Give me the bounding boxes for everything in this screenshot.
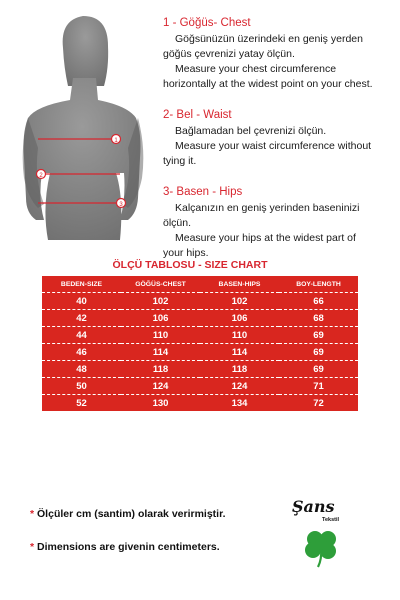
- step-text: your hips.: [163, 247, 209, 259]
- svg-text:2: 2: [39, 173, 43, 179]
- note-english: [30, 541, 220, 553]
- header-length: BOY-LENGTH: [279, 276, 358, 293]
- size-chart-title: ÖLÇÜ TABLOSU - SIZE CHART: [112, 259, 268, 271]
- cell-hips: 114: [200, 344, 279, 361]
- cell-chest: 118: [121, 361, 200, 378]
- table-row: [42, 344, 358, 361]
- cell-hips: 134: [231, 397, 248, 409]
- hips-marker: [117, 199, 126, 209]
- cell-hips: 124: [200, 378, 279, 395]
- header-hips: BASEN-HIPS: [200, 276, 279, 293]
- cell-size: 40: [42, 293, 121, 310]
- cell-length: 72: [313, 397, 324, 409]
- cell-size: 48: [42, 361, 121, 378]
- cell-length: 66: [279, 293, 358, 310]
- step-text: göğüs çevrenizi yatay ölçün.: [163, 48, 295, 60]
- table-row: [42, 395, 358, 411]
- asterisk: *: [30, 508, 35, 520]
- step-text: ölçün.: [163, 217, 192, 229]
- step-text: Measure your hips at the widest part of: [175, 232, 356, 244]
- cell-chest: 106: [121, 310, 200, 327]
- step-waist: [163, 108, 395, 169]
- table-body: [42, 293, 358, 411]
- svg-text:1: 1: [114, 138, 118, 144]
- cell-chest: 114: [121, 344, 200, 361]
- cell-length: 68: [279, 310, 358, 327]
- brand-logo: [288, 497, 358, 577]
- cell-size: 44: [42, 327, 121, 344]
- header-size: BEDEN-SIZE: [42, 276, 121, 293]
- cell-chest: 102: [121, 293, 200, 310]
- cell-hips: 102: [200, 293, 279, 310]
- table-row: [42, 378, 358, 395]
- table-row: [42, 310, 358, 327]
- measurement-instructions: [163, 16, 395, 277]
- cell-hips: 106: [200, 310, 279, 327]
- step-chest: [163, 16, 395, 92]
- table-row: [42, 293, 358, 310]
- step-text: Kalçanızın en geniş yerinden baseninizi: [175, 202, 360, 214]
- body-silhouette-icon: [8, 8, 158, 240]
- step-title-chest: 1 - Göğüs- Chest: [163, 17, 251, 29]
- step-text: Göğsünüzün üzerindeki en geniş yerden: [175, 33, 363, 45]
- chest-marker: [112, 135, 121, 145]
- cell-chest: 130: [152, 397, 169, 409]
- cell-length: 69: [279, 327, 358, 344]
- step-text: Measure your waist circumference without: [175, 140, 372, 152]
- size-chart-table: [42, 276, 358, 411]
- table-header-row: [42, 276, 358, 293]
- cell-size: 46: [42, 344, 121, 361]
- step-text: horizontally at the widest point on your chest.: [163, 78, 373, 90]
- logo-subtitle: Tekstil: [322, 517, 340, 523]
- cell-hips: 110: [200, 327, 279, 344]
- cell-size: 52: [76, 397, 87, 409]
- cell-chest: 124: [121, 378, 200, 395]
- header-chest: GÖĞÜS-CHEST: [121, 276, 200, 293]
- cell-length: 71: [279, 378, 358, 395]
- svg-text:3: 3: [119, 202, 123, 208]
- note-text-en: Dimensions are givenin centimeters.: [37, 541, 220, 553]
- step-text: Bağlamadan bel çevrenizi ölçün.: [175, 125, 327, 137]
- step-title-hips: 3- Basen - Hips: [163, 186, 243, 198]
- cell-size: 42: [42, 310, 121, 327]
- step-hips: [163, 185, 395, 261]
- body-silhouette-figure: [8, 8, 158, 240]
- table-row: [42, 327, 358, 344]
- note-turkish: [30, 508, 226, 520]
- cell-length: 69: [279, 344, 358, 361]
- note-text-tr: Ölçüler cm (santim) olarak verirmiştir.: [37, 508, 226, 520]
- clover-icon: [300, 525, 344, 569]
- step-title-waist: 2- Bel - Waist: [163, 109, 232, 121]
- cell-hips: 118: [200, 361, 279, 378]
- asterisk: *: [30, 541, 35, 553]
- cell-length: 69: [279, 361, 358, 378]
- logo-name: Şans: [292, 497, 335, 516]
- waist-marker: [37, 170, 46, 180]
- cell-size: 50: [42, 378, 121, 395]
- table-row: [42, 361, 358, 378]
- step-text: tying it.: [163, 155, 197, 167]
- step-text: Measure your chest circumference: [175, 63, 337, 75]
- cell-chest: 110: [121, 327, 200, 344]
